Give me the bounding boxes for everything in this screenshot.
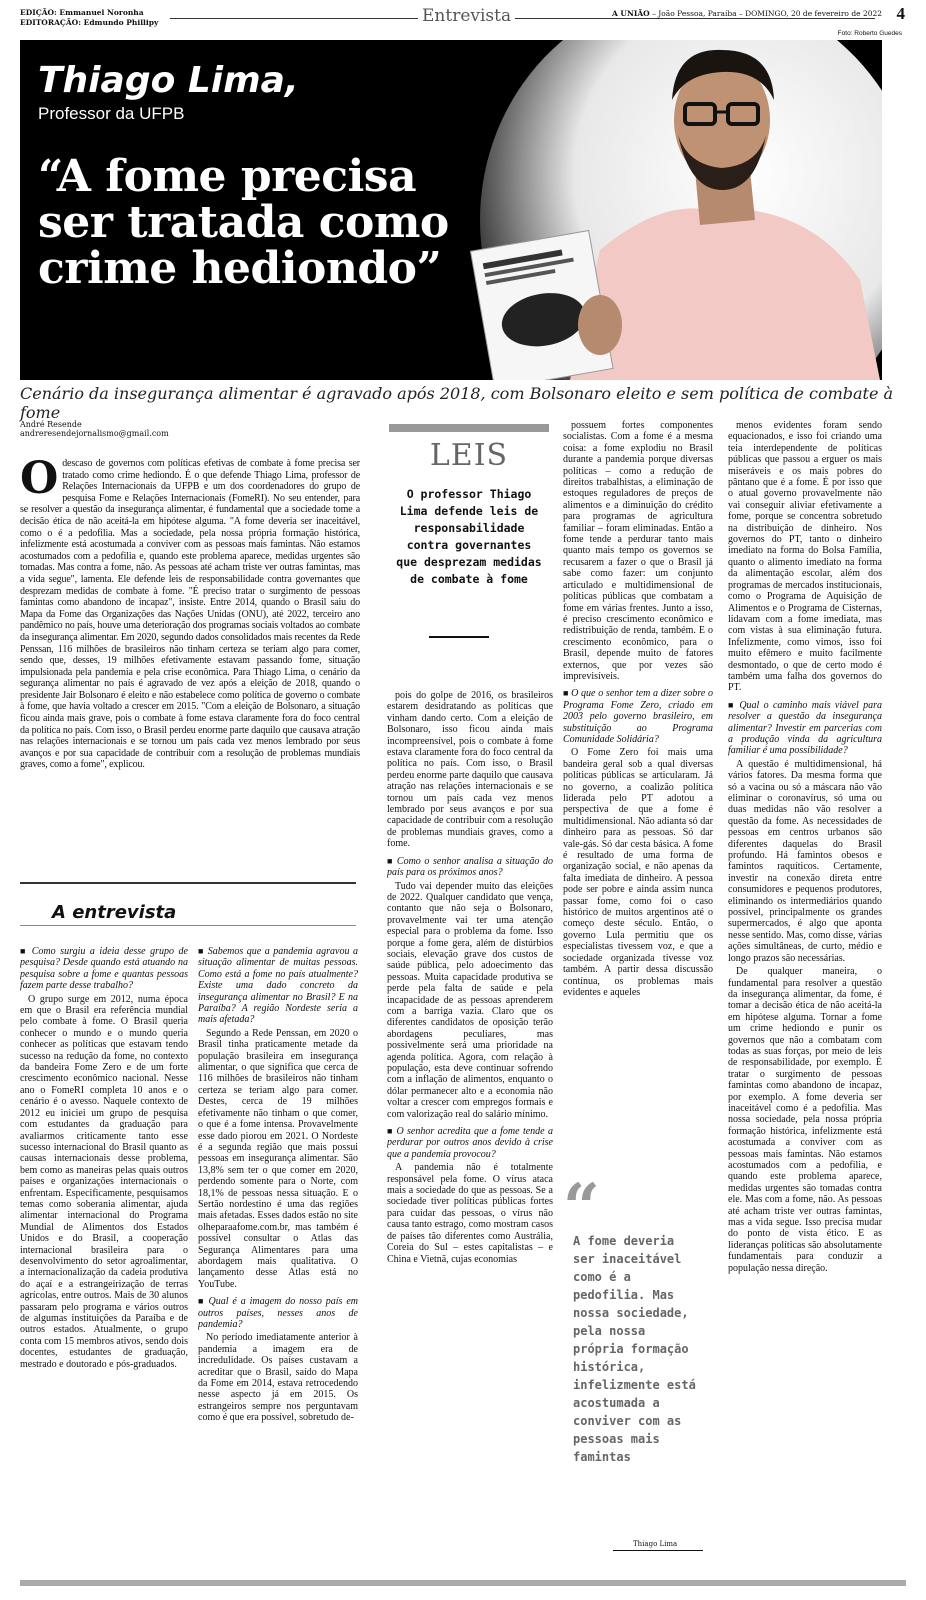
byline bbox=[20, 420, 169, 438]
quote-mark-icon: “ bbox=[563, 1170, 600, 1245]
interview-question: ■ Sabemos que a pandemia agravou a situação alimentar de muitas pessoas. Como está a fome no país atualmente? Existe uma dado concreto da insegurança alimentar no Brasil? E na Paraíba? A região Nordeste seria a mais afetada? bbox=[198, 946, 358, 1026]
interview-question: ■ Qual é a imagem do nosso país em outros países, nesses anos de pandemia? bbox=[198, 1296, 358, 1330]
interview-question: ■ O senhor acredita que a fome tende a perdurar por outros anos devido à crise que a pandemia provocou? bbox=[387, 1126, 553, 1160]
headline-quote: “A fome precisa ser tratada como crime hediondo” bbox=[38, 151, 449, 294]
interview-question: ■ Como o senhor analisa a situação do país para os próximos anos? bbox=[387, 856, 553, 879]
interview-section-title: A entrevista bbox=[52, 902, 177, 923]
masthead-credits bbox=[20, 8, 158, 28]
interview-answer: Tudo vai depender muito das eleições de 2022. Qualquer candidato que vença, contanto que não seja o Bolsonaro, provavelmente vai ter uma atenção especial para o problema da fome. Isso porque a fome gera, além de distúrbios sociais, elevação grave dos custos de saúde pública, pelo adoecimento das pessoas. Muita capacidade produtiva se perde pela falta de saúde e pela incapacidade de as pessoas aprenderem com a barriga vazia. Claro que os diferentes candidatos de oposição terão abordagens peculiares, mas possivelmente será uma prioridade na agenda política. Agora, com relação à população, esta deve continuar sofrendo com a inflação de alimentos, enquanto o dólar permanecer alto e a economia não voltar a crescer com empregos formais e com valorização real do salário mínimo. bbox=[387, 880, 553, 1120]
interview-answer: De qualquer maneira, o fundamental para resolver a questão da insegurança alimentar, da fome, é tomar a decisão ética de não aceitá-la em hipótese alguma. Tornar a fome um crime hediondo e punir os governos que não a combatam com todas as suas forças, por meio de leis de responsabilidade, por exemplo. É tratar o surgimento de pessoas famintas como abandono de incapaz, por exemplo. A fome deveria ser inaceitável como é a pedofilia. Mas nossa sociedade, pela nossa própria formação histórica, infelizmente está acostumada a conviver com as pessoas mais famintas. Não estamos acostumados com a pedofilia, e quando este problema aparece, medidas urgentes são tomadas contra ele. Mas com a fome, não. As pessoas até acham triste ver outras famintas, mas a vida segue. Isso precisa mudar do ponto de vista ético. E as lideranças políticas são absolutamente fundamentais para conduzir a população nessa direção. bbox=[728, 966, 882, 1274]
interview-question: ■ Qual o caminho mais viável para resolver a questão da insegurança alimentar? Investir em parcerias com a produção vinda da agricultura familiar é uma possibilidade? bbox=[728, 700, 882, 757]
author-email: andreresendejornalismo@gmail.com bbox=[20, 429, 169, 438]
dateline bbox=[608, 9, 886, 18]
layout-editor: EDITORAÇÃO: Edmundo Phillipy bbox=[20, 18, 159, 27]
section-divider bbox=[20, 882, 356, 884]
interview-answer: possuem fortes componentes socialistas. Com a fome é a mesma coisa: a fome explodiu no Brasil durante a pandemia porque diversas políticas – como a redução de direitos trabalhistas, a eliminação de estoques reguladores de preços de alimentos e a diminuição do crédito para programas de agricultura familiar – foram eliminadas. Então a fome tende a perdurar tanto mais quanto mais tempo os governos se recusarem a fazer o que o Brasil já sabe como fazer: um conjunto articulado e multidimensional de políticas públicas que combatam a fome em várias frentes. Junto a isso, é preciso crescimento econômico e redistribuição de renda, também. E o crescimento econômico, para o Brasil, depende muito de fatores externos, que por vezes são imprevisíveis. bbox=[563, 420, 713, 682]
sidebar-bar bbox=[389, 424, 549, 432]
pull-quote-rule bbox=[613, 1550, 703, 1551]
column-2 bbox=[198, 940, 358, 1576]
interview-question: ■ O que o senhor tem a dizer sobre o Programa Fome Zero, criado em 2003 pelo governo brasileiro, em substituição ao Programa Comunidade Solidária? bbox=[563, 688, 713, 745]
sidebar-text: O professor Thiago Lima defende leis de responsabilidade contra governantes que desprezam medidas de combate à fome bbox=[396, 487, 542, 586]
pull-quote-credit: Thiago Lima bbox=[633, 1540, 678, 1548]
column-5 bbox=[728, 420, 882, 1576]
interview-answer: pois do golpe de 2016, os brasileiros estarem desidratando as políticas que vinham dando certo. Com a eleição de Bolsonaro, isso ficou ainda mais incompreensível, pois o combate à fome estava claramente fora do foco central da política no país. Com isso, o Brasil perdeu enorme parte daquilo que causava atração nas relações internacionais e se tornou um país cada vez menos lembrado por seus avanços e por sua capacidade de contribuir com a resolução de problemas mundiais graves, como a fome. bbox=[387, 690, 553, 850]
section-rule bbox=[20, 925, 356, 926]
interview-question: ■ Como surgiu a ideia desse grupo de pesquisa? Desde quando está atuando na pesquisa sobre a fome e quantas pessoas fazem parte desse trabalho? bbox=[20, 946, 188, 992]
subheadline: Cenário da insegurança alimentar é agravado após 2018, com Bolsonaro eleito e sem política de combate à fome bbox=[20, 384, 894, 422]
sidebar-box bbox=[389, 424, 549, 684]
interview-answer: No período imediatamente anterior à pandemia a imagem era de incredulidade. Os países custavam a acreditar que o Brasil, saído do Mapa da Fome em 2014, estava retrocedendo nesse aspecto já em 2015. Os estrangeiros sempre nos perguntavam como é que era possível, sobretudo de- bbox=[198, 1332, 358, 1424]
section-name: Entrevista bbox=[418, 6, 515, 26]
interview-answer: O grupo surge em 2012, numa época em que o Brasil era referência mundial pelo combate à fome. O Brasil queria conhecer o mundo e o mundo queria conhecer as políticas que estavam tendo sucesso na redução da fome, no contexto da bandeira Fome Zero e de um forte crescimento econômico nacional. Nesse ano o FomeRI completa 10 anos e o cenário é o avesso. Naquele contexto de 2012 eu iniciei um grupo de pesquisa com estudantes da graduação para avaliarmos criticamente tanto esse sucesso internacional do Brasil quanto as causas internacionais desse problema, bem como as maneiras pelas quais outros países e organizações internacionais o enfrentam. Especificamente, pesquisamos temas como soberania alimentar, ajuda alimentar internacional do Programa Mundial de Alimentos dos Estados Unidos e do Brasil, a cooperação internacional brasileira para o desenvolvimento do setor agroalimentar, a internacionalização da cadeia produtiva do açaí e a estrangeirização de terras agrícolas, entre outros. Mais de 30 alunos passaram pelo programa e vários outros de algumas instituições da Paraíba e de outros estados. Atualmente, o grupo conta com 15 membros ativos, sendo dois docentes, estudantes de graduação, mestrado e doutorado e pós-graduados. bbox=[20, 993, 188, 1370]
hero-banner bbox=[20, 40, 882, 380]
interview-answer: O Fome Zero foi mais uma bandeira geral sob a qual diversas políticas públicas se articularam. Já no governo, a coalizão política liderada pelo PT adotou a perspectiva de que a fome é multidimensional. Não adianta só dar dinheiro para as pessoas. Só dar vale-gás. Só dar cesta básica. A fome é resultado de uma forma de organização social, e não apenas da falta imediata de dinheiro. A pessoa pode ser pobre e ainda assim nunca passar fome, como foi o caso histórico de muitos argentinos até o começo deste século. Então, o governo Lula permitiu que os especialistas tivessem voz, e que a sociedade organizada tivesse voz também. A partir dessa discussão contínua, os problemas mais evidentes e aqueles bbox=[563, 747, 713, 998]
date-text: – João Pessoa, Paraíba – DOMINGO, 20 de fevereiro de 2022 bbox=[652, 9, 883, 18]
photo-credit: Foto: Roberto Guedes bbox=[837, 30, 902, 37]
newspaper-name: A UNIÃO bbox=[612, 9, 650, 18]
drop-cap: O bbox=[20, 458, 59, 504]
sidebar-rule bbox=[429, 636, 489, 638]
interview-answer: menos evidentes foram sendo equacionados, e isso foi criando uma teia interdependente de políticas públicas que passou a erguer os mais miseráveis e os mais pobres do pântano que é a fome. É por isso que o atual governo provavelmente não vai conseguir aliviar efetivamente a fome, porque se concentra sobretudo na distribuição de dinheiro. Nos governos do PT, tanto o dinheiro imediato na forma do Bolsa Família, quanto o alimento imediato na forma da alimentação escolar, além dos programas de mercados institucionais, como o Programa de Aquisição de Alimentos e o Programa de Cisternas, lidavam com a fome imediata, mas com vistas à sua eliminação futura. Infelizmente, como vimos, isso foi muito efêmero e muito facilmente desmontado, o que de certo modo é também uma falha dos governos do PT. bbox=[728, 420, 882, 694]
author-name: André Resende bbox=[20, 420, 82, 429]
lead-text: descaso de governos com políticas efetivas de combate à fome precisa ser tratado como crime hediondo. É o que defende Thiago Lima, professor de Relações Internacionais da UFPB e um dos coordenadores do grupo de pesquisa Fome e Relações Internacionais (FomeRI). No seu entender, para se resolver a questão da insegurança alimentar, é fundamental que a sociedade tome a decisão ética de não aceitá-la em hipótese alguma. "A fome deveria ser inaceitável, como o é a pedofilia. Mas a sociedade, pela nossa própria formação histórica, infelizmente está acostumada a conviver com as pessoas mais famintas. Não estamos acostumados com a pedofilia e, quando este problema aparece, medidas urgentes são tomadas. Mas contra a fome, não. As pessoas até acham triste ver outras famintas, mas a vida segue", lamenta. Ele defende leis de responsabilidade contra governantes que desprezam medidas de combate à fome. "É preciso tratar o surgimento de pessoas famintas como abandono de incapaz", insiste. Entre 2014, quando o Brasil saiu do Mapa da Fome das Organizações das Nações Unidas (ONU), até 2022, terceiro ano pandêmico no país, houve uma deterioração dos programas sociais voltados ao combate da insegurança alimentar. Em 2020, segundo dados consolidados mais recentes da Rede Penssan, 116 milhões de brasileiros não tinham certeza se teriam algo para comer, sendo que, desses, 19 milhões efetivamente estavam passando fome, situação impulsionada pela pandemia e pela crise econômica. Para Thiago Lima, o cenário da segurança alimentar no país é agravado de vez após a eleição de 2018, quando o presidente Jair Bolsonaro é eleito e não estabelece como política de governo o combate à fome, que havia voltado a crescer em 2015. "Com a eleição de Bolsonaro, a situação ficou ainda mais grave, pois o combate à fome estava claramente fora do foco central da política no país. Com isso, o Brasil perdeu enorme parte daquilo que causava atração nas relações internacionais e se tornou um país cada vez menos lembrado por seus avanços e por sua capacidade de contribuir com a resolução de problemas mundiais graves, como a fome", explicou. bbox=[20, 458, 360, 771]
pull-quote-text: A fome deveria ser inaceitável como é a pedofilia. Mas nossa sociedade, pela nossa própria formação histórica, infelizmente está acostumada a conviver com as pessoas mais famintas bbox=[573, 1234, 696, 1464]
interviewee-role: Professor da UFPB bbox=[38, 104, 185, 123]
edition-editor: EDIÇÃO: Emmanuel Noronha bbox=[20, 8, 144, 17]
masthead bbox=[20, 6, 905, 30]
sidebar-title: LEIS bbox=[429, 438, 509, 473]
interviewee-photo bbox=[460, 40, 882, 380]
column-3 bbox=[387, 690, 553, 1576]
page-number: 4 bbox=[893, 4, 906, 24]
lead-paragraph bbox=[20, 458, 360, 860]
column-1 bbox=[20, 940, 188, 1576]
interview-answer: Segundo a Rede Penssan, em 2020 o Brasil tinha praticamente metade da população brasileira em insegurança alimentar, o que significa que cerca de 116 milhões de brasileiros não tinham certeza se teriam algo para comer. Destes, cerca de 19 milhões efetivamente não tinham o que comer, o que é a fome intensa. Provavelmente esse dado piorou em 2021. O Nordeste é a segunda região que mais possui pessoas em insegurança alimentar. São 13,8% sem ter o que comer em 2020, perdendo somente para o Norte, com 18,1% de pessoas nessa situação. E o Sertão nordestino é uma das regiões mais afetadas. Esses dados estão no site olheparaafome.com.br, mas também é possível consultar o Atlas das Segurança Alimentares para uma abordagem mais qualitativa. O lançamento desse Atlas está no YouTube. bbox=[198, 1027, 358, 1290]
interviewee-name: Thiago Lima, bbox=[38, 60, 299, 101]
masthead-rule bbox=[170, 18, 875, 19]
interview-answer: A pandemia não é totalmente responsável pela fome. O vírus ataca mais a sociedade do que as pessoas. Se a sociedade tiver políticas públicas fortes para cuidar das pessoas, o vírus não causa tanto estrago, como mostram casos de países tão diferentes como Austrália, Coreia do Sul – estes capitalistas – e China e Vietnã, cujas economias bbox=[387, 1162, 553, 1265]
interview-answer: A questão é multidimensional, há vários fatores. Da mesma forma que só a vacina ou só a máscara não vão eliminar o coronavírus, só uma ou duas medidas não vão resolver a questão da fome. As necessidades de pessoas em centros urbanos são diferentes daquelas do Brasil profundo. Há famintos obesos e famintos raquíticos. Certamente, investir na conexão direta entre consumidores e pequenos produtores, eliminando os intermediários quando possível, principalmente os grandes supermercados, é algo que aponta nesse sentido. Mas, como disse, várias ações simultâneas, de curto, médio e longo prazos são necessárias. bbox=[728, 758, 882, 964]
pull-quote bbox=[563, 1170, 706, 1548]
bottom-bar bbox=[20, 1580, 906, 1586]
column-4 bbox=[563, 420, 713, 1140]
